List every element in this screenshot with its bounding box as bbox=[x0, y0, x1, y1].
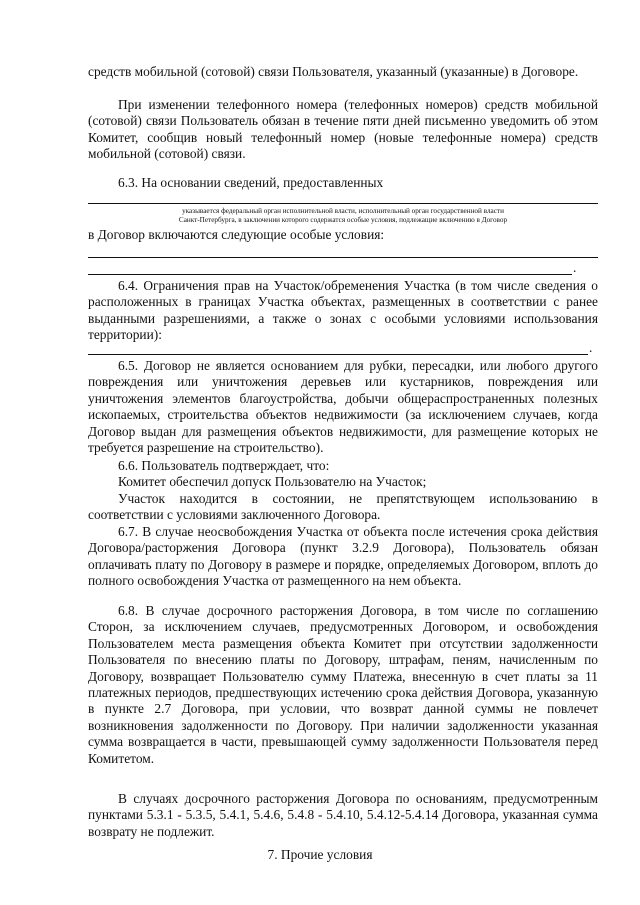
paragraph-phone-change: При изменении телефонного номера (телефонных номеров) средств мобильной (сотовой) связи Пользователь обязан в течение пяти дней письменно уведомить об этом Комитет, сообщив новый телефонный номер (новые телефонные номера) средств мобильной (сотовой) связи. bbox=[88, 97, 598, 162]
clause-6-6: 6.6. Пользователь подтверждает, что: bbox=[118, 458, 330, 473]
blank-line-authority bbox=[88, 203, 598, 204]
blank-line-conditions-2 bbox=[88, 274, 572, 275]
clause-6-6-item-b: Участок находится в состоянии, не препятствующем использованию в соответствии с условиями заключенного Договора. bbox=[88, 491, 598, 523]
footnote-authority-2: Санкт-Петербурга, в заключении которого содержатся особые условия, подлежащие включению в Договор bbox=[178, 216, 508, 224]
footnote-authority-1: указывается федеральный орган исполнительной власти, исполнительный орган государственной власти bbox=[182, 207, 504, 215]
clause-6-3-continuation: в Договор включаются следующие особые условия: bbox=[88, 227, 385, 242]
clause-6-7: 6.7. В случае неосвобождения Участка от объекта после истечения срока действия Договора/расторжения Договора (пункт 3.2.9 Договора), Пользователь обязан оплачивать плату по Договору в размере и порядке, определяемых Договором, вплоть до полного освобождения Участка от размещенного на нем объекта. bbox=[88, 524, 598, 589]
line-end-dot: . bbox=[589, 340, 593, 355]
clause-6-3: 6.3. На основании сведений, предоставленных bbox=[118, 175, 384, 190]
section-7-title: 7. Прочие условия bbox=[267, 847, 373, 862]
clause-6-8-exceptions: В случаях досрочного расторжения Договора по основаниям, предусмотренным пунктами 5.3.1 - 5.3.5, 5.4.1, 5.4.6, 5.4.8 - 5.4.10, 5.4.12-5.4.14 Договора, указанная сумма возврату не подлежит. bbox=[88, 791, 598, 839]
line-end-dot: . bbox=[573, 260, 577, 275]
clause-6-5: 6.5. Договор не является основанием для рубки, пересадки, или любого другого повреждения или уничтожения деревьев или кустарников, повреждения или уничтожения элементов благоустройства, добычи общераспространенных полезных ископаемых, строительства объектов недвижимости (за исключением случаев, когда Договор выдан для размещения объектов недвижимости, для размещение которых не требуется разрешение на строительство). bbox=[88, 358, 598, 456]
clause-6-4: 6.4. Ограничения прав на Участок/обременения Участка (в том числе сведения о расположенных в границах Участка объектах, размещенных в соответствии с ранее выданными разрешениями, а также о зонах с особыми условиями использования территории): bbox=[88, 278, 598, 343]
blank-line-restrictions bbox=[88, 354, 588, 355]
paragraph-contacts: средств мобильной (сотовой) связи Пользователя, указанный (указанные) в Договоре. bbox=[88, 64, 579, 79]
blank-line-conditions-1 bbox=[88, 257, 598, 258]
clause-6-6-item-a: Комитет обеспечил допуск Пользователю на Участок; bbox=[118, 474, 427, 489]
clause-6-8: 6.8. В случае досрочного расторжения Договора, в том числе по соглашению Сторон, за исключением случаев, предусмотренных Договором, и освобождения Пользователем места размещения объекта Комитет при отсутствии задолженности Пользователя по внесению платы по Договору, штрафам, пеням, начисленным по Договору, возвращает Пользователю сумму Платежа, внесенную в счет платы за 11 платежных периодов, предшествующих истечению срока действия Договора, указанную в пункте 2.7 Договора, при условии, что возврат данной суммы не повлечет возникновения задолженности по Договору. При наличии задолженности указанная сумма возвращается в части, превышающей сумму задолженности Пользователя перед Комитетом. bbox=[88, 603, 598, 766]
